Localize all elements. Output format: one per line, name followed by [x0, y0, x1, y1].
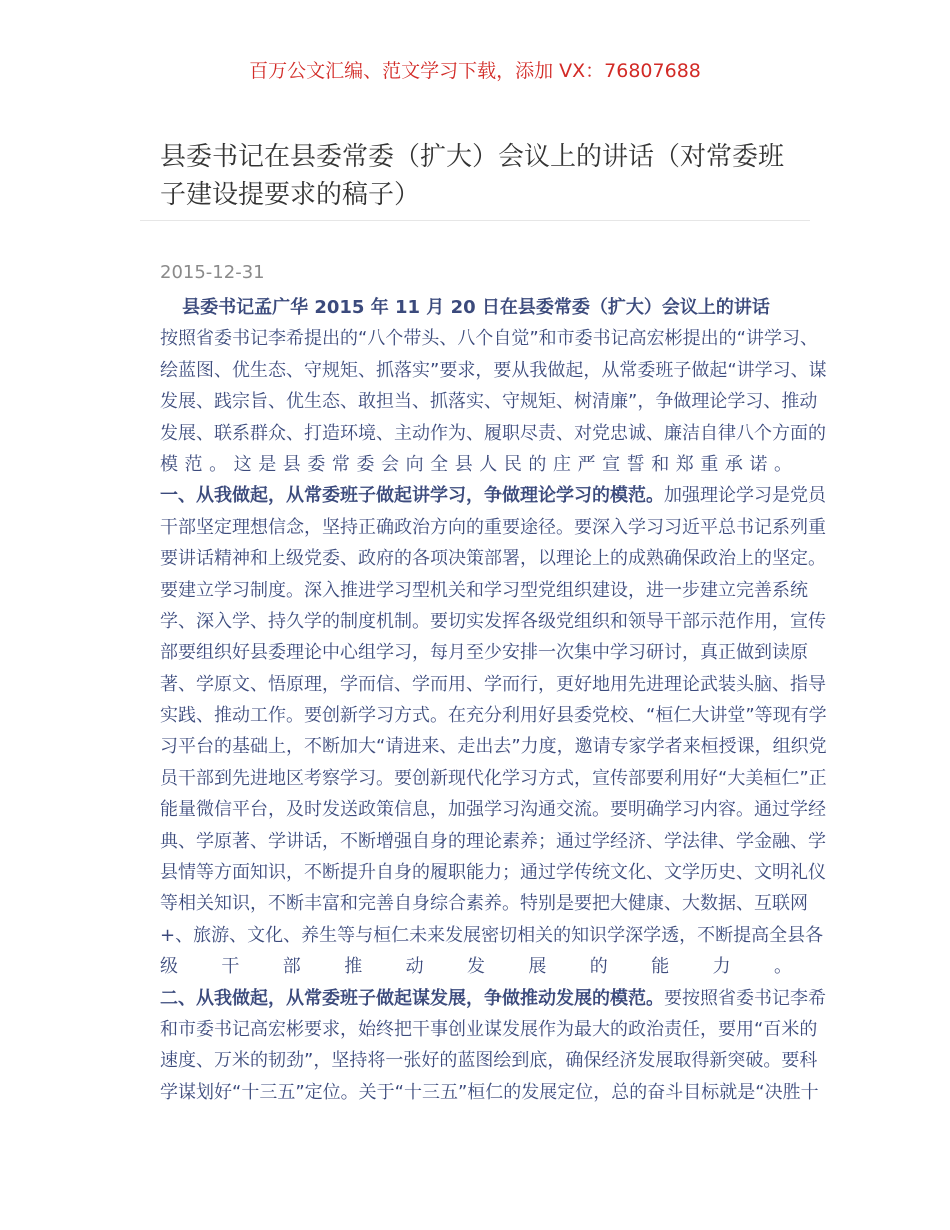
paragraph-line	[160, 1014, 818, 1045]
line-text: 著、学原文、悟原理，学而信、学而用、学而行，更好地用先进理论武装头脑、指导	[160, 673, 826, 695]
paragraph-line	[160, 323, 818, 354]
line-text: 等相关知识，不断丰富和完善自身综合素养。特别是要把大健康、大数据、互联网	[160, 893, 808, 915]
publish-date: 2015-12-31	[160, 262, 265, 283]
speech-heading	[160, 292, 792, 323]
line-text: 发展、联系群众、打造环境、主动作为、履职尽责、对党忠诚、廉洁自律八个方面的	[160, 422, 826, 444]
article-body	[160, 292, 827, 1108]
paragraph-line	[160, 355, 827, 386]
paragraph-line	[160, 575, 808, 606]
line-text: 绘蓝图、优生态、守规矩、抓落实”要求，要从我做起，从常委班子做起“讲学习、谋	[160, 359, 827, 381]
paragraph-line	[160, 731, 827, 762]
paragraph-line	[160, 449, 792, 480]
line-text: 按照省委书记李希提出的“八个带头、八个自觉”和市委书记高宏彬提出的“讲学习、	[160, 328, 818, 350]
line-text: 学、深入学、持久学的制度机制。要切实发挥各级党组织和领导干部示范作用，宣传	[160, 610, 826, 632]
line-text: 要建立学习制度。深入推进学习型机关和学习型党组织建设，进一步建立完善系统	[160, 579, 808, 601]
paragraph-line	[160, 1045, 818, 1076]
line-text: +、旅游、文化、养生等与桓仁未来发展密切相关的知识学深学透，不断提高全县各	[160, 924, 824, 946]
line-text: 和市委书记高宏彬要求，始终把干事创业谋发展作为最大的政治责任，要用“百米的	[160, 1018, 818, 1040]
watermark-banner: 百万公文汇编、范文学习下载，添加 VX：76807688	[249, 60, 701, 82]
paragraph-line	[160, 920, 824, 951]
line-text: 级干部推动发展的能力。	[160, 956, 792, 978]
line-text: 发展、践宗旨、优生态、敢担当、抓落实、守规矩、树清廉”，争做理论学习、推动	[160, 391, 818, 413]
line-text: 干部坚定理想信念，坚持正确政治方向的重要途径。要深入学习习近平总书记系列重	[160, 516, 826, 538]
paragraph-line	[160, 888, 808, 919]
bold-text: 一、从我做起，从常委班子做起讲学习，争做理论学习的模范。	[160, 485, 664, 507]
paragraph-line	[160, 418, 826, 449]
line-text: 实践、推动工作。要创新学习方式。在充分利用好县委党校、“桓仁大讲堂”等现有学	[160, 705, 827, 727]
line-text: 要按照省委书记李希	[664, 987, 826, 1009]
line-text: 部要组织好县委理论中心组学习，每月至少安排一次集中学习研讨，真正做到读原	[160, 642, 808, 664]
paragraph-line	[160, 480, 826, 511]
line-text: 学谋划好“十三五”定位。关于“十三五”桓仁的发展定位，总的奋斗目标就是“决胜十	[160, 1081, 819, 1103]
paragraph-line	[160, 637, 808, 668]
paragraph-line	[160, 606, 826, 637]
line-text: 员干部到先进地区考察学习。要创新现代化学习方式，宣传部要利用好“大美桓仁”正	[160, 767, 827, 789]
paragraph-line	[160, 386, 818, 417]
paragraph-line	[160, 700, 827, 731]
bold-text: 二、从我做起，从常委班子做起谋发展，争做推动发展的模范。	[160, 987, 664, 1009]
title-divider	[140, 220, 810, 221]
bold-text: 县委书记孟广华 2015 年 11 月 20 日在县委常委（扩大）会议上的讲话	[182, 297, 770, 318]
paragraph-line	[160, 826, 826, 857]
line-text: 加强理论学习是党员	[664, 485, 826, 507]
paragraph-line	[160, 983, 826, 1014]
line-text: 习平台的基础上，不断加大“请进来、走出去”力度，邀请专家学者来桓授课，组织党	[160, 736, 827, 758]
page-title: 县委书记在县委常委（扩大）会议上的讲话（对常委班子建设提要求的稿子）	[160, 142, 785, 210]
paragraph-line	[160, 951, 792, 982]
paragraph-line	[160, 763, 827, 794]
paragraph-line	[160, 794, 826, 825]
line-text: 县情等方面知识，不断提升自身的履职能力；通过学传统文化、文学历史、文明礼仪	[160, 862, 826, 884]
paragraph-line	[160, 1077, 819, 1108]
line-text: 模范。这是县委常委会向全县人民的庄严宣誓和郑重承诺。	[160, 453, 792, 475]
line-text: 要讲话精神和上级党委、政府的各项决策部署，以理论上的成熟确保政治上的坚定。	[160, 548, 826, 570]
line-text: 典、学原著、学讲话，不断增强自身的理论素养；通过学经济、学法律、学金融、学	[160, 830, 826, 852]
paragraph-line	[160, 543, 826, 574]
paragraph-line	[160, 857, 826, 888]
line-text: 速度、万米的韧劲”，坚持将一张好的蓝图绘到底，确保经济发展取得新突破。要科	[160, 1050, 818, 1072]
paragraph-line	[160, 669, 826, 700]
paragraph-line	[160, 512, 826, 543]
line-text: 能量微信平台，及时发送政策信息，加强学习沟通交流。要明确学习内容。通过学经	[160, 799, 826, 821]
